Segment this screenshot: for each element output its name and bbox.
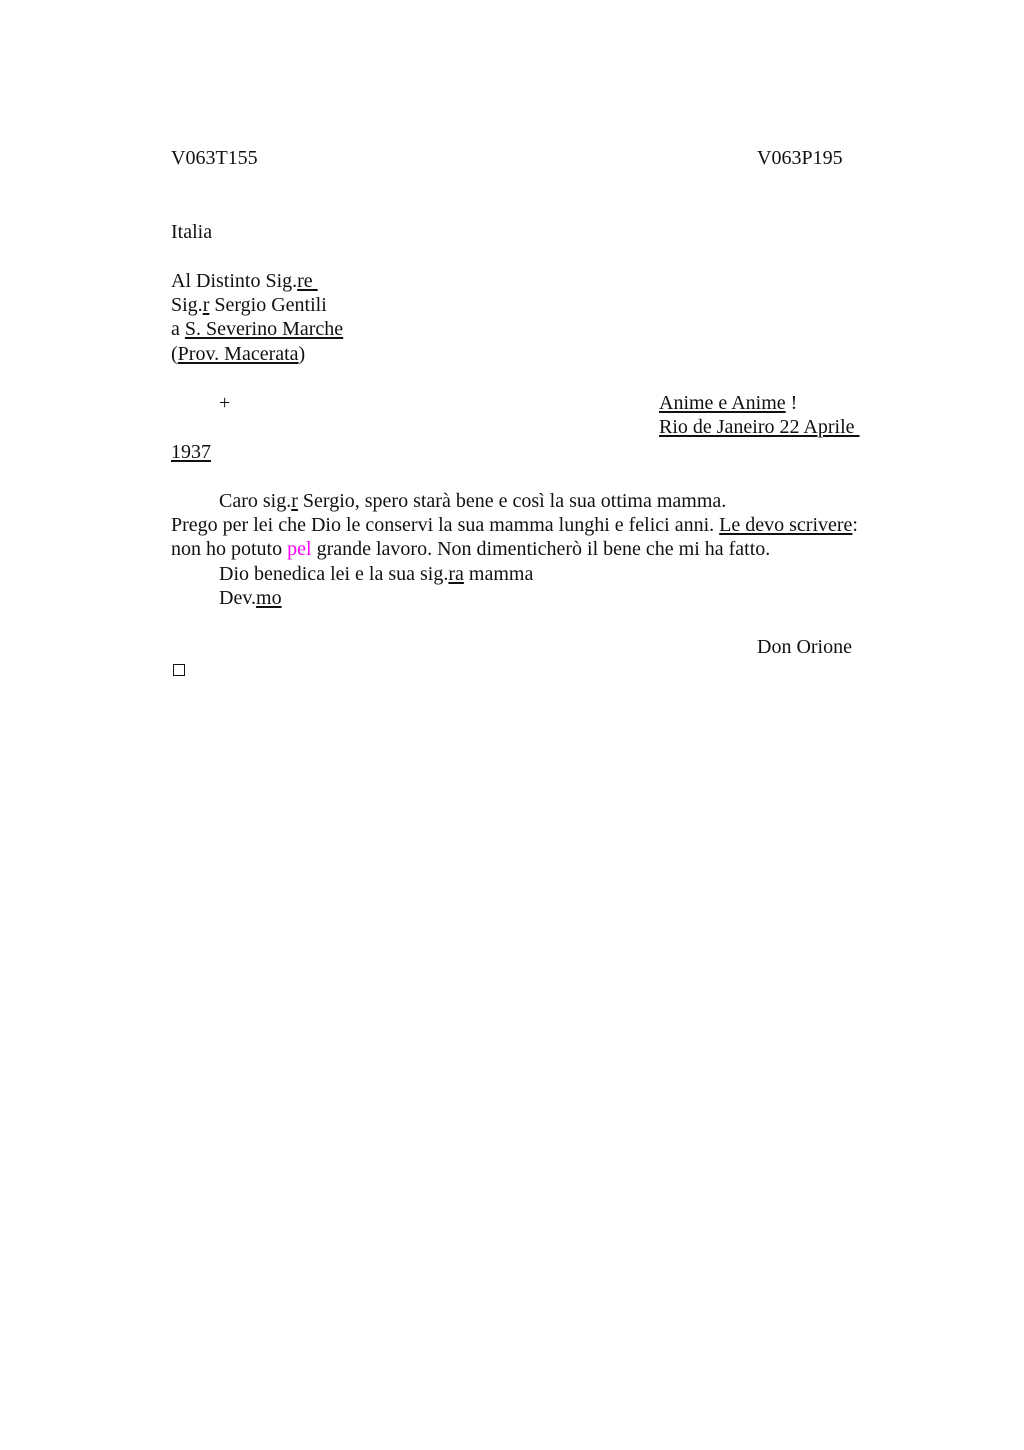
letter-motto: Anime e Anime ! bbox=[659, 392, 798, 414]
document-code-right: V063P195 bbox=[757, 147, 843, 169]
address-line-1: Al Distinto Sig.re bbox=[171, 270, 318, 292]
body-line-2: Prego per lei che Dio le conservi la sua mamma lunghi e felici anni. Le devo scrivere: bbox=[171, 514, 858, 536]
highlighted-word: pel bbox=[287, 538, 312, 560]
body-line-3: non ho potuto pel grande lavoro. Non dimenticherò il bene che mi ha fatto. bbox=[171, 538, 771, 560]
address-line-2: Sig.r Sergio Gentili bbox=[171, 294, 327, 316]
signature: Don Orione bbox=[757, 636, 852, 658]
body-line-5-closing: Dev.mo bbox=[219, 587, 282, 609]
address-country: Italia bbox=[171, 221, 213, 243]
end-box-icon bbox=[173, 664, 185, 676]
body-line-4: Dio benedica lei e la sua sig.ra mamma bbox=[219, 563, 534, 585]
address-line-3: a S. Severino Marche bbox=[171, 318, 344, 340]
letter-place-date: Rio de Janeiro 22 Aprile bbox=[659, 416, 860, 438]
cross-mark: + bbox=[219, 392, 231, 414]
body-line-1: Caro sig.r Sergio, spero starà bene e così la sua ottima mamma. bbox=[219, 490, 727, 512]
address-line-4: (Prov. Macerata) bbox=[171, 343, 306, 365]
letter-year: 1937 bbox=[171, 441, 211, 463]
document-code-left: V063T155 bbox=[171, 147, 258, 169]
